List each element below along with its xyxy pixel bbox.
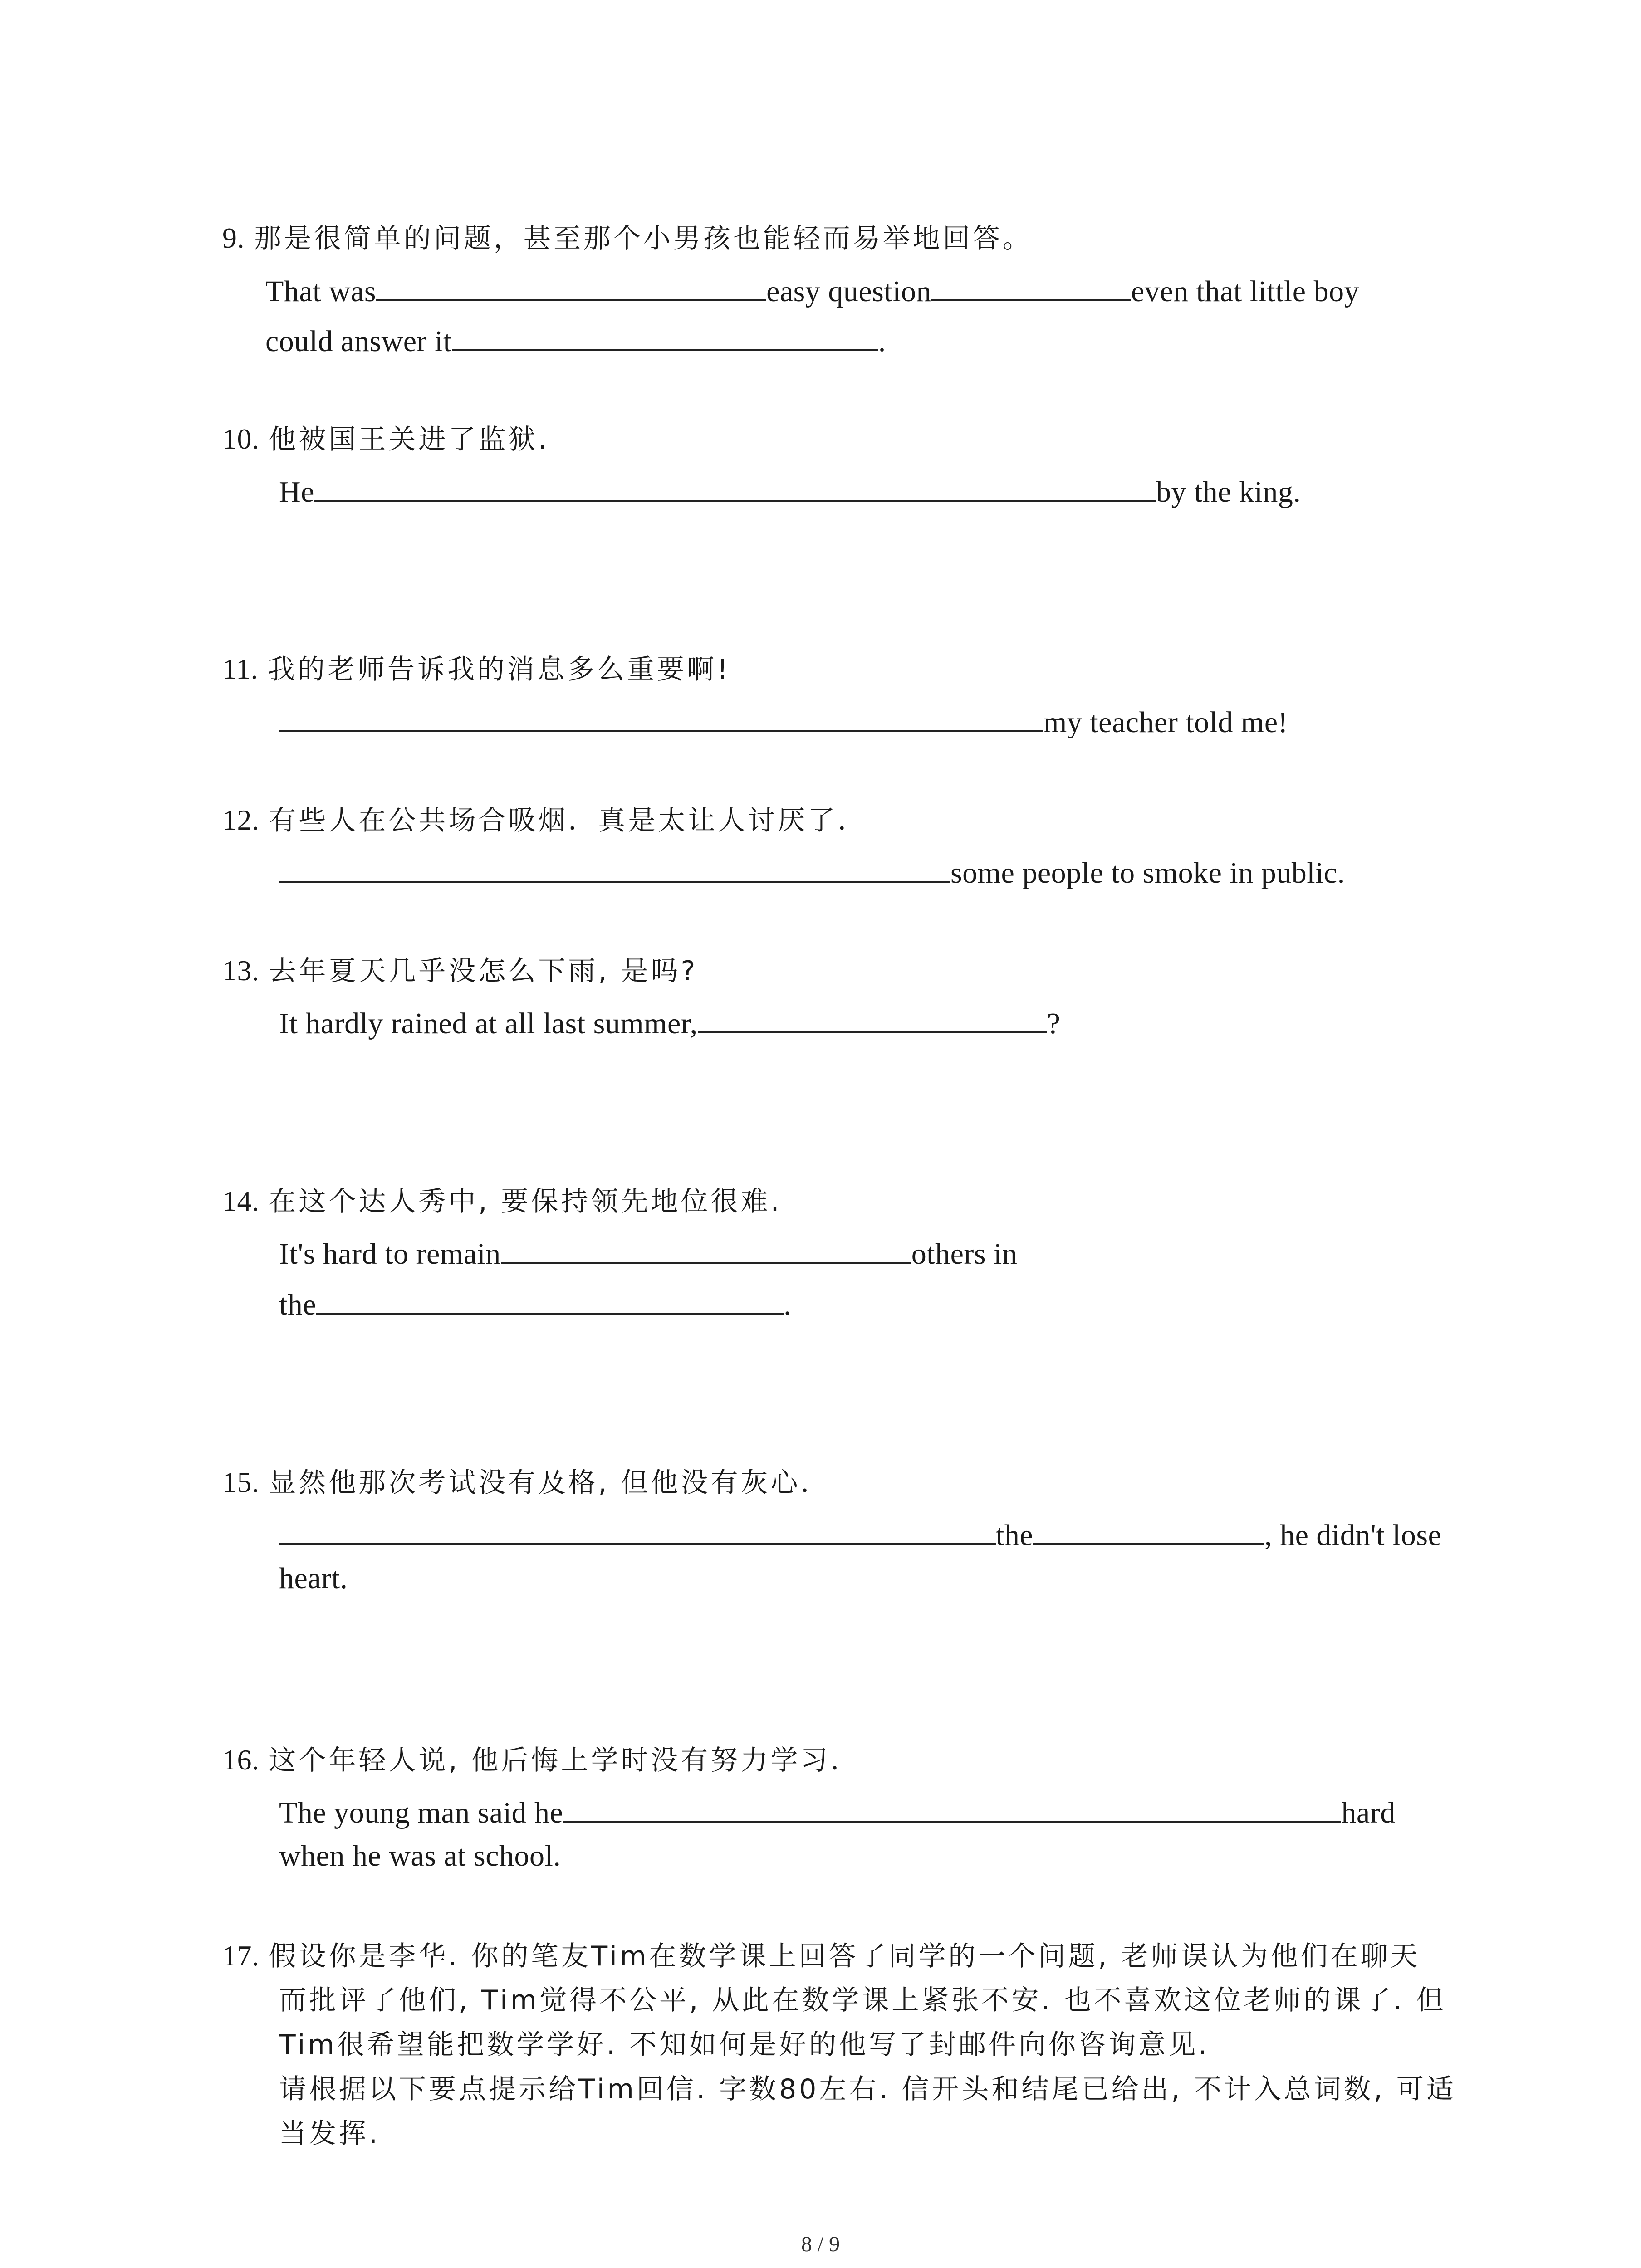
sentence-text: It's hard to remain [279, 1237, 501, 1271]
sentence-text: even that little boy [1131, 275, 1360, 308]
question-number: 13. [222, 954, 260, 987]
chinese-prompt: 在这个达人秀中, 要保持领先地位很难. [269, 1186, 782, 1217]
question-11-line-1 [279, 702, 1288, 741]
sentence-text: easy question [766, 275, 932, 308]
question-12-line-1 [279, 853, 1345, 891]
chinese-prompt: 这个年轻人说, 他后悔上学时没有努力学习． [269, 1745, 861, 1776]
question-14-prompt [222, 1183, 782, 1220]
answer-blank[interactable] [501, 1234, 911, 1264]
answer-blank[interactable] [314, 472, 1156, 502]
answer-blank[interactable] [931, 271, 1131, 301]
answer-blank[interactable] [279, 1515, 996, 1545]
writing-task-text: 假设你是李华. 你的笔友Tim在数学课上回答了同学的一个问题, 老师误认为他们在聊天 [269, 1941, 1421, 1972]
answer-blank[interactable] [279, 853, 950, 883]
sentence-text: the [279, 1288, 317, 1321]
answer-blank[interactable] [1033, 1515, 1264, 1545]
question-15-prompt [222, 1464, 831, 1501]
writing-task-text: Tim很希望能把数学学好. 不知如何是好的他写了封邮件向你咨询意见. [279, 2029, 1210, 2061]
question-17-prompt [222, 1938, 1421, 1975]
question-number: 9. [222, 222, 245, 254]
writing-task-text: 而批评了他们, Tim觉得不公平, 从此在数学课上紧张不安. 也不喜欢这位老师的课了. 但 [279, 1984, 1446, 2016]
question-9-line-1 [265, 271, 1359, 310]
question-16-prompt [222, 1742, 861, 1779]
question-number: 14. [222, 1185, 260, 1217]
question-15-line-1 [279, 1515, 1441, 1554]
question-13-line-1 [279, 1003, 1060, 1042]
question-number: 16. [222, 1744, 260, 1776]
question-11-prompt [222, 651, 730, 688]
question-16-line-2 [279, 1838, 561, 1874]
chinese-prompt: 显然他那次考试没有及格, 但他没有灰心． [269, 1467, 831, 1499]
question-9-prompt [222, 220, 1033, 257]
chinese-prompt: 有些人在公共场合吸烟．真是太让人讨厌了． [269, 805, 868, 836]
sentence-text: by the king. [1156, 475, 1301, 508]
sentence-text: the [996, 1519, 1034, 1552]
question-number: 10. [222, 423, 260, 455]
sentence-text: ? [1047, 1007, 1061, 1040]
answer-blank[interactable] [316, 1285, 784, 1315]
sentence-text: others in [911, 1237, 1018, 1271]
sentence-text: hard [1341, 1796, 1396, 1829]
writing-task-text: 请根据以下要点提示给Tim回信. 字数80左右. 信开头和结尾已给出, 不计入总词数, 可适 [279, 2073, 1456, 2105]
question-10-prompt [222, 421, 549, 458]
chinese-prompt: 那是很简单的问题，甚至那个小男孩也能轻而易举地回答。 [254, 223, 1033, 254]
sentence-text: He [279, 475, 314, 508]
sentence-text: heart. [279, 1562, 348, 1595]
question-13-prompt [222, 953, 698, 989]
sentence-text: It hardly rained at all last summer, [279, 1007, 698, 1040]
question-15-line-2 [279, 1560, 348, 1597]
sentence-text: That was [265, 275, 377, 308]
sentence-text: my teacher told me! [1043, 706, 1288, 739]
sentence-text: . [878, 325, 886, 358]
question-number: 15. [222, 1466, 260, 1498]
chinese-prompt: 我的老师告诉我的消息多么重要啊! [267, 654, 731, 685]
question-number: 11. [222, 653, 259, 685]
answer-blank[interactable] [563, 1793, 1341, 1823]
sentence-text: . [784, 1288, 792, 1321]
answer-blank[interactable] [452, 321, 878, 351]
sentence-text: , he didn't lose [1264, 1519, 1442, 1552]
sentence-text: when he was at school. [279, 1839, 561, 1872]
writing-task-text: 当发挥. [279, 2118, 381, 2150]
sentence-text: The young man said he [279, 1796, 563, 1829]
sentence-text: some people to smoke in public. [950, 856, 1345, 890]
question-12-prompt [222, 802, 867, 839]
question-14-line-2 [279, 1285, 791, 1323]
question-14-line-1 [279, 1234, 1017, 1272]
chinese-prompt: 去年夏天几乎没怎么下雨, 是吗? [269, 955, 698, 987]
question-number: 12. [222, 804, 260, 836]
question-number: 17. [222, 1940, 260, 1972]
answer-blank[interactable] [279, 702, 1043, 732]
answer-blank[interactable] [376, 271, 766, 301]
question-16-line-1 [279, 1793, 1396, 1831]
chinese-prompt: 他被国王关进了监狱. [269, 424, 550, 455]
answer-blank[interactable] [698, 1003, 1047, 1033]
sentence-text: could answer it [265, 325, 452, 358]
question-10-line-1 [279, 472, 1301, 510]
page-number: 8 / 9 [801, 2232, 840, 2256]
question-9-line-2 [265, 321, 886, 360]
